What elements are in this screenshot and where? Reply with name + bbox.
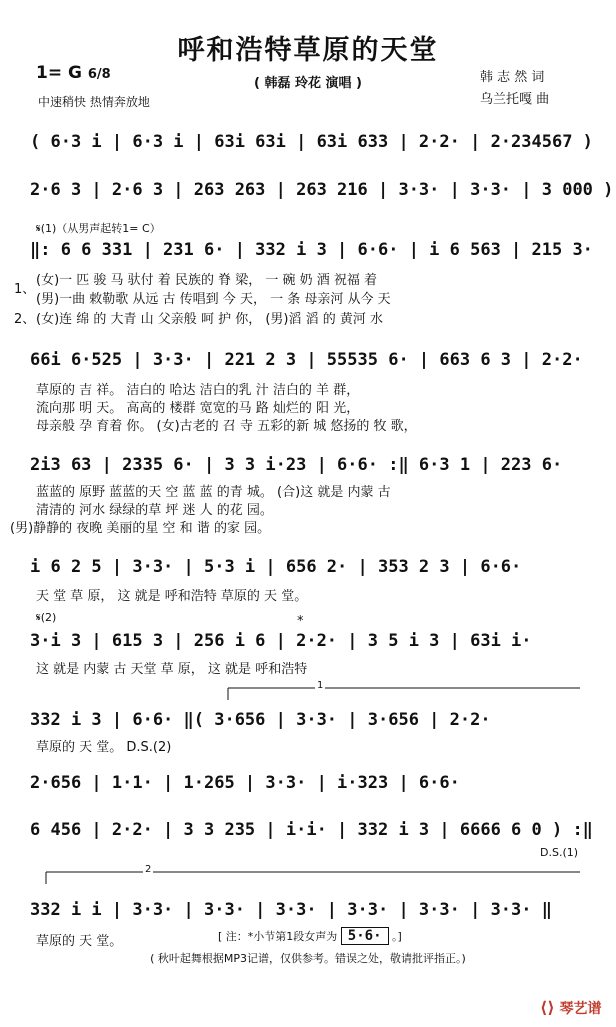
notation-row-7: 3·i 3 | 615 3 | 256 i 6 | 2·2· | 3 5 i 3 | 63i i· xyxy=(30,631,532,651)
transcriber-footer: ( 秋叶起舞根据MP3记谱，仅供参考。错误之处，敬请批评指正。) xyxy=(150,952,466,965)
lyric-r3-b: 清清的 河水 绿绿的草 坪 迷 人 的花 园。 xyxy=(36,503,273,518)
lyric-v1-female: (女)一 匹 骏 马 驮付 着 民族的 脊 梁， 一 碗 奶 酒 祝福 着 xyxy=(36,273,377,288)
verse-1-label: 1、 xyxy=(14,282,36,297)
notation-row-6: i 6 2 5 | 3·3· | 5·3 i | 656 2· | 353 2 3 | 6·6· xyxy=(30,557,522,577)
notation-row-5: 2i3 63 | 2335 6· | 3 3 i·23 | 6·6· :‖ 6·3 1 | 223 6· xyxy=(30,455,563,475)
logo-text: 琴艺谱 xyxy=(559,1001,602,1017)
note-text: [ 注：*小节第1段女声为 xyxy=(218,930,338,943)
segno-1-label: 𝄋(1)（从男声起转1= C） xyxy=(36,222,161,235)
performance-note xyxy=(218,928,402,944)
volta-1-number: 1 xyxy=(317,680,324,691)
notation-row-3: ‖: 6 6 331 | 231 6· | 332 i 3 | 6·6· | i 6 563 | 215 3· xyxy=(30,240,593,260)
lyric-r2-c: 母亲般 孕 育着 你。 (女)古老的 召 寺 五彩的新 城 悠扬的 牧 歌， xyxy=(36,419,417,434)
lyric-r3-c: (男)静静的 夜晚 美丽的星 空 和 谐 的家 园。 xyxy=(10,521,271,536)
notation-row-11: 332 i i | 3·3· | 3·3· | 3·3· | 3·3· | 3·3· | 3·3· ‖ xyxy=(30,900,552,920)
notation-row-1: ( 6·3 i | 6·3 i | 63i 63i | 63i 633 | 2·2· | 2·234567 ) xyxy=(30,132,593,152)
note-notation: 5·6· xyxy=(341,927,389,945)
notation-row-4: 66i 6·525 | 3·3· | 221 2 3 | 55535 6· | 663 6 3 | 2·2· xyxy=(30,350,583,370)
lyric-r7: 草原的 天 堂。 xyxy=(36,934,123,949)
ds-1-mark: D.S.(1) xyxy=(540,846,579,859)
asterisk-mark: * xyxy=(297,614,304,629)
notation-row-2: 2·6 3 | 2·6 3 | 263 263 | 263 216 | 3·3· | 3·3· | 3 000 ) xyxy=(30,180,614,200)
lyric-r2-a: 草原的 吉 祥。 洁白的 哈达 洁白的乳 汁 洁白的 羊 群， xyxy=(36,383,360,398)
notation-row-8: 332 i 3 | 6·6· ‖( 3·656 | 3·3· | 3·656 | 2·2· xyxy=(30,710,491,730)
lyric-r5: 这 就是 内蒙 古 天堂 草 原， 这 就是 呼和浩特 xyxy=(36,662,308,677)
tempo-marking: 中速稍快 热情奔放地 xyxy=(38,95,150,109)
time-signature: 6/8 xyxy=(87,67,111,82)
lyric-v1-male: (男)一曲 敕勒歌 从远 古 传唱到 今 天， 一 条 母亲河 从今 天 xyxy=(36,292,391,307)
volta-2-bracket xyxy=(46,872,580,884)
singers-credit: ( 韩磊 玲花 演唱 ) xyxy=(254,76,362,91)
verse-2-label: 2、 xyxy=(14,312,36,327)
segno-2-label: 𝄋(2) xyxy=(36,611,57,624)
notation-row-10: 6 456 | 2·2· | 3 3 235 | i·i· | 332 i 3 | 6666 6 0 ) :‖ xyxy=(30,820,593,840)
composer-credit: 乌兰托嘎 曲 xyxy=(480,92,550,107)
key-label: 1= G xyxy=(36,63,82,83)
song-title: 呼和浩特草原的天堂 xyxy=(177,35,439,66)
lyric-r4: 天 堂 草 原， 这 就是 呼和浩特 草原的 天 堂。 xyxy=(36,589,308,604)
volta-1-bracket xyxy=(228,688,580,700)
notation-row-9: 2·656 | 1·1· | 1·265 | 3·3· | i·323 | 6·6· xyxy=(30,773,460,793)
logo-icon: ⟨⟩ xyxy=(540,998,555,1017)
lyric-r6: 草原的 天 堂。 D.S.(2) xyxy=(36,740,172,755)
lyric-r2-b: 流向那 明 天。 高高的 楼群 宽宽的马 路 灿烂的 阳 光， xyxy=(36,401,360,416)
volta-2-number: 2 xyxy=(145,864,152,875)
lyric-v2: (女)连 绵 的 大青 山 父亲般 呵 护 你， (男)滔 滔 的 黄河 水 xyxy=(36,312,384,327)
note-end: 。] xyxy=(392,930,402,943)
site-logo xyxy=(540,998,602,1018)
lyricist-credit: 韩 志 然 词 xyxy=(480,70,545,85)
lyric-r3-a: 蓝蓝的 原野 蓝蓝的天 空 蓝 蓝 的青 城。 (合)这 就是 内蒙 古 xyxy=(36,485,391,500)
